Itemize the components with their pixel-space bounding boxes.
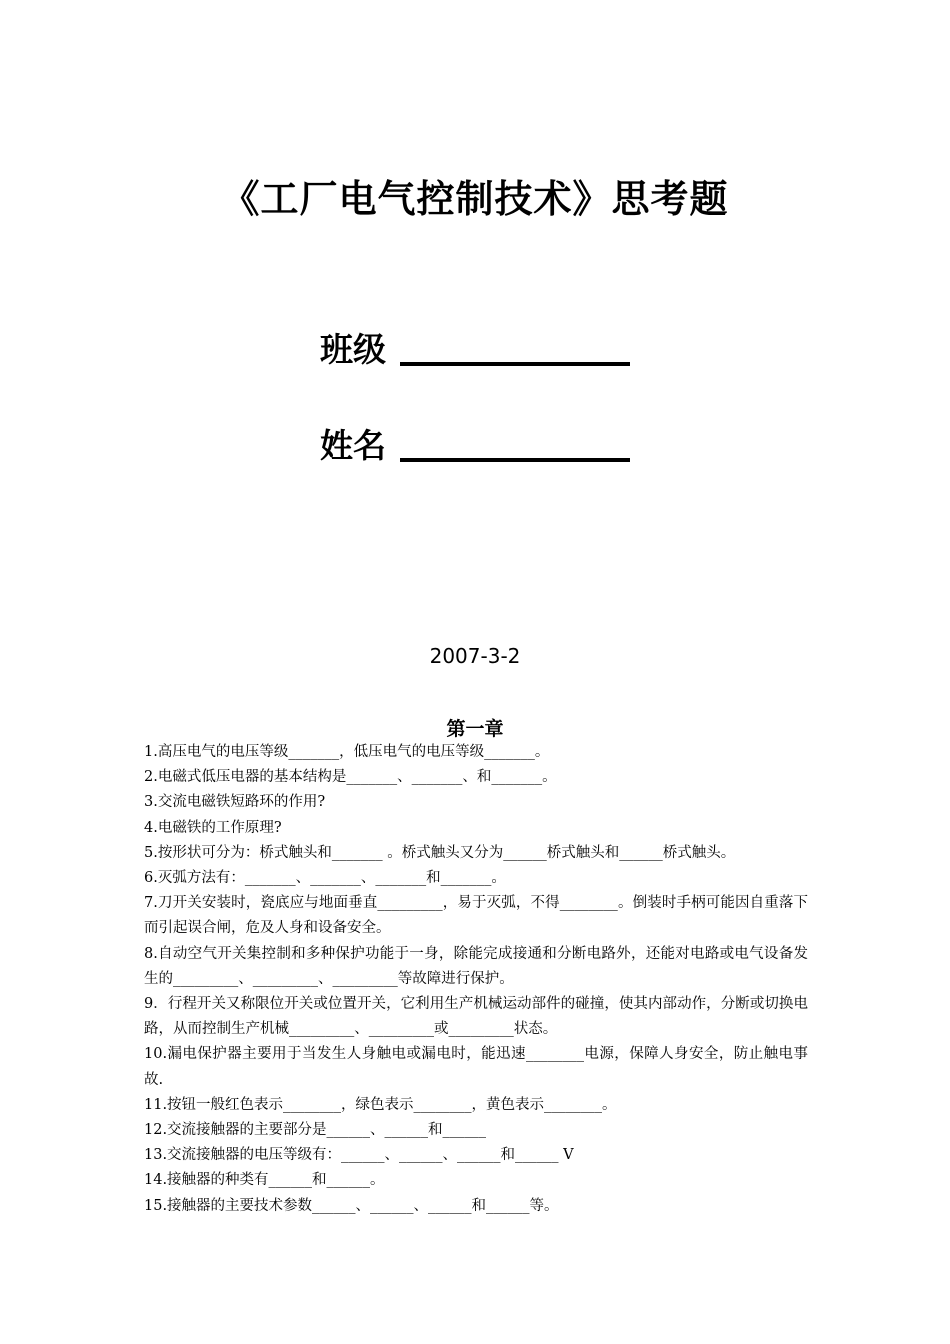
- question-item: 9．行程开关又称限位开关或位置开关，它利用生产机械运动部件的碰撞，使其内部动作，分断或切换电路，从而控制生产机械_________、_________或_________状态。: [144, 996, 808, 1038]
- question-item: 8.自动空气开关集控制和多种保护功能于一身，除能完成接通和分断电路外，还能对电路或电气设备发生的_________、_________、_________等故障进行保护。: [144, 945, 808, 987]
- question-item: 11.按钮一般红色表示________，绿色表示________，黄色表示________。: [144, 1096, 617, 1113]
- name-field: [320, 418, 630, 466]
- question-item: 4.电磁铁的工作原理?: [144, 819, 282, 836]
- question-item: 12.交流接触器的主要部分是______、______和______: [144, 1122, 487, 1139]
- name-label: 姓名: [320, 426, 386, 465]
- question-item: 2.电磁式低压电器的基本结构是_______、_______、和_______。: [144, 769, 557, 786]
- question-item: 1.高压电气的电压等级_______，低压电气的电压等级_______。: [144, 744, 550, 760]
- chapter-heading: 第一章: [446, 718, 504, 740]
- question-item: 14.接触器的种类有______和______。: [144, 1172, 385, 1189]
- question-item: 13.交流接触器的电压等级有：______、______、______和______ V: [144, 1147, 574, 1164]
- name-blank-line: [400, 458, 630, 462]
- question-item: 6.灭弧方法有：_______、_______、_______和_______。: [144, 870, 506, 887]
- question-item: 5.按形状可分为：桥式触头和_______ 。桥式触头又分为______桥式触头和______桥式触头。: [144, 844, 736, 861]
- class-blank-line: [400, 362, 630, 366]
- question-list: [144, 740, 808, 1219]
- question-item: 10.漏电保护器主要用于当发生人身触电或漏电时，能迅速________电源，保障人身安全，防止触电事故.: [144, 1046, 808, 1088]
- class-label: 班级: [320, 330, 386, 369]
- question-item: 7.刀开关安装时，瓷底应与地面垂直_________，易于灭弧，不得________。倒装时手柄可能因自重落下而引起误合闸，危及人身和设备安全。: [144, 895, 808, 937]
- document-date: 2007-3-2: [429, 644, 521, 668]
- question-item: 15.接触器的主要技术参数______、______、______和______等。: [144, 1197, 559, 1214]
- question-item: 3.交流电磁铁短路环的作用?: [144, 794, 326, 811]
- document-title: 《工厂电气控制技术》思考题: [221, 177, 729, 221]
- class-field: [320, 322, 630, 370]
